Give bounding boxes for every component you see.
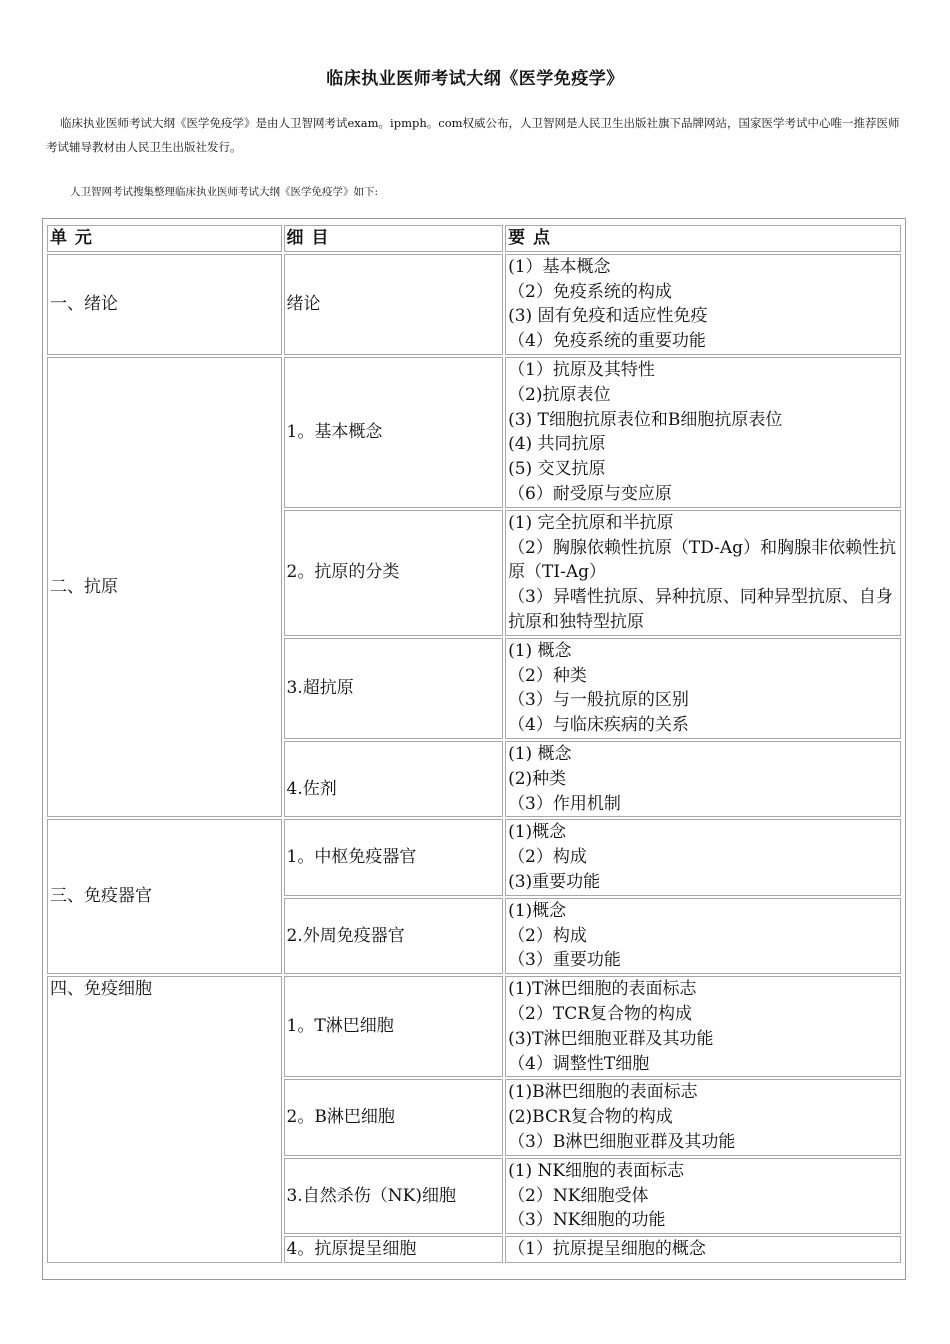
subunit-cell: 2。抗原的分类 [284,510,504,636]
key-point: （3）重要功能 [508,950,621,971]
key-point: (3) 固有免疫和适应性免疫 [508,306,708,327]
key-point: （1）抗原及其特性 [508,359,655,380]
points-cell [505,1236,901,1263]
unit-cell: 三、免疫器官 [47,819,282,974]
key-point: (1)概念 [508,822,567,843]
key-point: (5) 交叉抗原 [508,459,606,480]
key-point: （2）胸腺依赖性抗原（TD-Ag）和胸腺非依赖性抗原（TI-Ag） [508,537,897,583]
unit-cell: 四、免疫细胞 [47,976,282,1263]
subunit-cell: 2。B淋巴细胞 [284,1079,504,1155]
key-point: (1) 完全抗原和半抗原 [508,512,674,533]
points-cell [505,510,901,636]
points-cell [505,741,901,817]
table-row [47,254,901,355]
subunit-cell: 1。基本概念 [284,357,504,508]
key-point: (1)B淋巴细胞的表面标志 [508,1082,698,1103]
key-point: (3)重要功能 [508,871,601,892]
syllabus-table [45,223,903,1265]
key-point: (1) 概念 [508,743,572,764]
key-point: （2）TCR复合物的构成 [508,1003,693,1024]
header-points: 要 点 [505,225,901,252]
key-point: (2)种类 [508,768,567,789]
key-point: (2)BCR复合物的构成 [508,1107,673,1128]
subunit-cell: 4.佐剂 [284,741,504,817]
key-point: （2）种类 [508,665,587,686]
key-point: （4）调整性T细胞 [508,1053,650,1074]
key-point: (4) 共同抗原 [508,434,606,455]
key-point: (1)T淋巴细胞的表面标志 [508,979,697,1000]
key-point: (1) NK细胞的表面标志 [508,1160,685,1181]
unit-cell: 二、抗原 [47,357,282,817]
key-point: (3)T淋巴细胞亚群及其功能 [508,1028,714,1049]
points-cell [505,638,901,739]
points-cell [505,357,901,508]
table-row [47,819,901,895]
key-point: （3）作用机制 [508,793,621,814]
points-cell [505,819,901,895]
key-point: （2）免疫系统的构成 [508,281,672,302]
key-point: （3）B淋巴细胞亚群及其功能 [508,1131,736,1152]
table-header-row [47,225,901,252]
points-cell [505,1079,901,1155]
table-row [47,357,901,508]
key-point: （1）抗原提呈细胞的概念 [508,1239,706,1260]
header-subunit: 细 目 [284,225,504,252]
subunit-cell: 绪论 [284,254,504,355]
key-point: (1）基本概念 [508,256,611,277]
key-point: （3）异嗜性抗原、异种抗原、同种异型抗原、自身抗原和独特型抗原 [508,587,893,632]
key-point: （2)抗原表位 [508,384,611,405]
unit-cell: 一、绪论 [47,254,282,355]
intro-note: 人卫智网考试搜集整理临床执业医师考试大纲《医学免疫学》如下: [70,186,379,198]
key-point: （2）构成 [508,847,587,868]
subunit-cell: 4。抗原提呈细胞 [284,1236,504,1263]
key-point: (1)概念 [508,900,567,921]
key-point: （2）NK细胞受体 [508,1185,649,1206]
intro-paragraph: 临床执业医师考试大纲《医学免疫学》是由人卫智网考试exam。ipmph。com权威公布，人卫智网是人民卫生出版社旗下品牌网站，国家医学考试中心唯一推荐医师考试辅导教材由人民卫生出版社发行。 [46,116,900,154]
header-unit: 单 元 [47,225,282,252]
points-cell [505,1158,901,1234]
subunit-cell: 2.外周免疫器官 [284,898,504,974]
key-point: （6）耐受原与变应原 [508,483,672,504]
points-cell [505,976,901,1077]
key-point: （3）NK细胞的功能 [508,1210,666,1231]
table-row [47,976,901,1077]
document-title: 临床执业医师考试大纲《医学免疫学》 [326,69,624,89]
key-point: （2）构成 [508,925,587,946]
key-point: （4）与临床疾病的关系 [508,715,689,736]
key-point: (3) T细胞抗原表位和B细胞抗原表位 [508,409,783,430]
key-point: （3）与一般抗原的区别 [508,690,689,711]
subunit-cell: 3.自然杀伤（NK)细胞 [284,1158,504,1234]
subunit-cell: 3.超抗原 [284,638,504,739]
key-point: (1) 概念 [508,640,572,661]
points-cell [505,898,901,974]
key-point: （4）免疫系统的重要功能 [508,331,706,352]
subunit-cell: 1。T淋巴细胞 [284,976,504,1077]
subunit-cell: 1。中枢免疫器官 [284,819,504,895]
points-cell [505,254,901,355]
